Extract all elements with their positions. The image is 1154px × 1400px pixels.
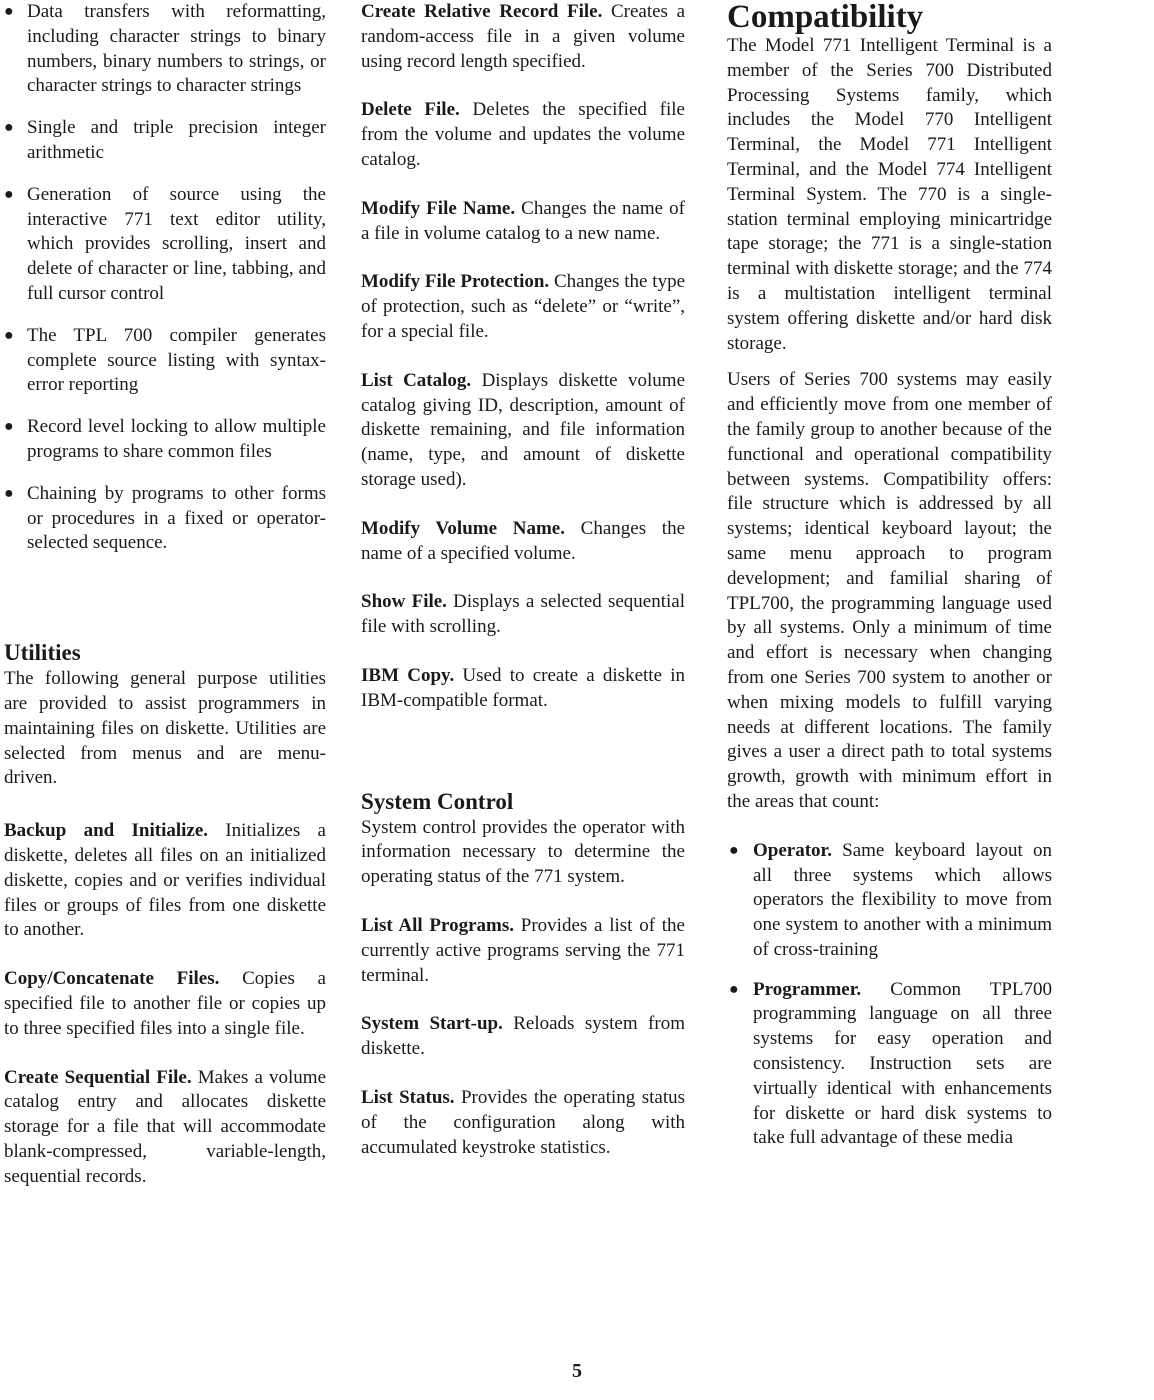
bullet-icon: ● (4, 185, 14, 203)
compatibility-paragraph-1: The Model 771 Intelligent Terminal is a member of the Series 700 Distributed Processing Systems family, which includes the Model 770 Intelligent Terminal, the Model 771 Intelligent Terminal, and the Model 774 Intelligent Terminal System. The 770 is a single-station terminal employing minicartridge tape storage; the 771 is a single-station terminal with diskette storage; and the 774 is a multistation intelligent terminal system offering diskette and/or hard disk storage. (727, 35, 1052, 354)
utility-entry: Modify File Protection. Changes the type of protection, such as “delete” or “write”, for a special file. (361, 271, 686, 342)
utility-entry: Copy/Concatenate Files. Copies a specified file to another file or copies up to three specified files into a single file. (4, 968, 326, 1039)
bullet-icon: ● (729, 980, 739, 998)
system-control-entry: List Status. Provides the operating status of the configuration along with accumulated keystroke statistics. (361, 1086, 686, 1158)
entry-term: Modify File Protection. (361, 271, 550, 293)
bullet-icon: ● (4, 3, 14, 20)
utility-entry: Create Relative Record File. Creates a random-access file in a given volume using record length specified. (361, 1, 686, 72)
utility-entry: Modify Volume Name. Changes the name of a specified volume. (361, 517, 685, 564)
utilities-heading: Utilities (4, 640, 81, 666)
utilities-intro: The following general purpose utilities are provided to assist programmers in maintaining files on diskette. Utilities are selected from menus and are menu-driven. (4, 668, 326, 789)
entry-term: List Status. (361, 1086, 455, 1108)
system-control-heading: System Control (361, 788, 514, 814)
utility-entry: Create Sequential File. Makes a volume catalog entry and allocates diskette storage for a file that will accommodate blank-compressed, variable-length, sequential records. (4, 1066, 326, 1187)
entry-term: IBM Copy. (361, 664, 455, 686)
entry-term: Create Sequential File. (4, 1066, 192, 1088)
utility-entry: Delete File. Deletes the specified file from the volume and updates the volume catalog. (361, 99, 685, 170)
compatibility-bullet-list (727, 839, 1052, 1152)
system-control-entry: List All Programs. Provides a list of the currently active programs serving the 771 terminal. (361, 914, 685, 986)
bullet-icon: ● (729, 841, 739, 859)
list-item: ● Chaining by programs to other forms or procedures in a fixed or operator-selected sequence. (4, 482, 326, 554)
compatibility-paragraph-2: Users of Series 700 systems may easily and efficiently move from one member of the family group to another because of the functional and operational compatibility between systems. Compatibility offers: file structure which is addressed by all systems; identical keyboard layout; the same menu approach to program development; and familial sharing of TPL700, the programming language used by all systems. Only a minimum of time and effort is necessary when changing from one Series 700 system to another or when mixing models to fulfill varying needs at different locations. The family gives a user a direct path to total systems growth, growth with minimum effort in the areas that count: (727, 369, 1052, 812)
utility-entry: Show File. Displays a selected sequential file with scrolling. (361, 591, 685, 638)
entry-term: List All Programs. (361, 914, 515, 936)
middle-column (361, 0, 685, 1184)
utility-entry: Modify File Name. Changes the name of a file in volume catalog to a new name. (361, 197, 686, 244)
entry-term: Modify File Name. (361, 197, 516, 219)
utility-entry: IBM Copy. Used to create a diskette in IBM-compatible format. (361, 664, 685, 711)
entry-term: Modify Volume Name. (361, 517, 565, 539)
right-column (727, 0, 1052, 1166)
entry-term: Backup and Initialize. (4, 820, 209, 842)
list-item: ● Operator. Same keyboard layout on all three systems which allows operators the flexibility to move from one system to another with a minimum of cross-training (729, 839, 1052, 960)
list-item: ● The TPL 700 compiler generates complete source listing with syntax-error reporting (4, 324, 326, 396)
list-item: ● Programmer. Common TPL700 programming language on all three systems for easy operation and consistency. Instruction sets are virtually identical with enhancements for diskette or hard disk systems to take full advantage of these media (729, 978, 1052, 1149)
utility-entry: List Catalog. Displays diskette volume catalog giving ID, description, amount of diskette remaining, and file information (name, type, and amount of diskette storage used). (361, 369, 686, 490)
entry-term: Programmer. (753, 978, 862, 1000)
page-number: 5 (572, 1360, 582, 1382)
entry-term: Show File. (361, 591, 447, 613)
feature-bullet-list (4, 0, 326, 556)
utility-entry: Backup and Initialize. Initializes a diskette, deletes all files on an initialized diskette, copies and or verifies individual files or groups of files from one diskette to another. (4, 820, 326, 941)
entry-term: System Start-up. (361, 1013, 503, 1035)
entry-term: Copy/Concatenate Files. (4, 968, 220, 990)
entry-term: Create Relative Record File. (361, 1, 603, 22)
entry-term: Delete File. (361, 99, 460, 121)
bullet-icon: ● (4, 418, 14, 436)
list-item: ● Generation of source using the interactive 771 text editor utility, which provides scrolling, insert and delete of character or line, tabbing, and full cursor control (4, 183, 326, 304)
bullet-icon: ● (4, 484, 14, 502)
bullet-icon: ● (4, 119, 14, 137)
entry-term: List Catalog. (361, 369, 472, 391)
entry-term: Operator. (753, 839, 832, 861)
list-item: ● Data transfers with reformatting, including character strings to binary numbers, binary numbers to strings, or character strings to character strings (4, 1, 326, 97)
list-item: ● Record level locking to allow multiple programs to share common files (4, 416, 326, 462)
bullet-icon: ● (4, 326, 14, 344)
system-control-intro: System control provides the operator with information necessary to determine the operating status of the 771 system. (361, 816, 685, 888)
system-control-entry: System Start-up. Reloads system from diskette. (361, 1013, 685, 1060)
compatibility-heading: Compatibility (727, 0, 924, 35)
list-item: ● Single and triple precision integer arithmetic (4, 117, 326, 163)
left-column (4, 0, 326, 1213)
